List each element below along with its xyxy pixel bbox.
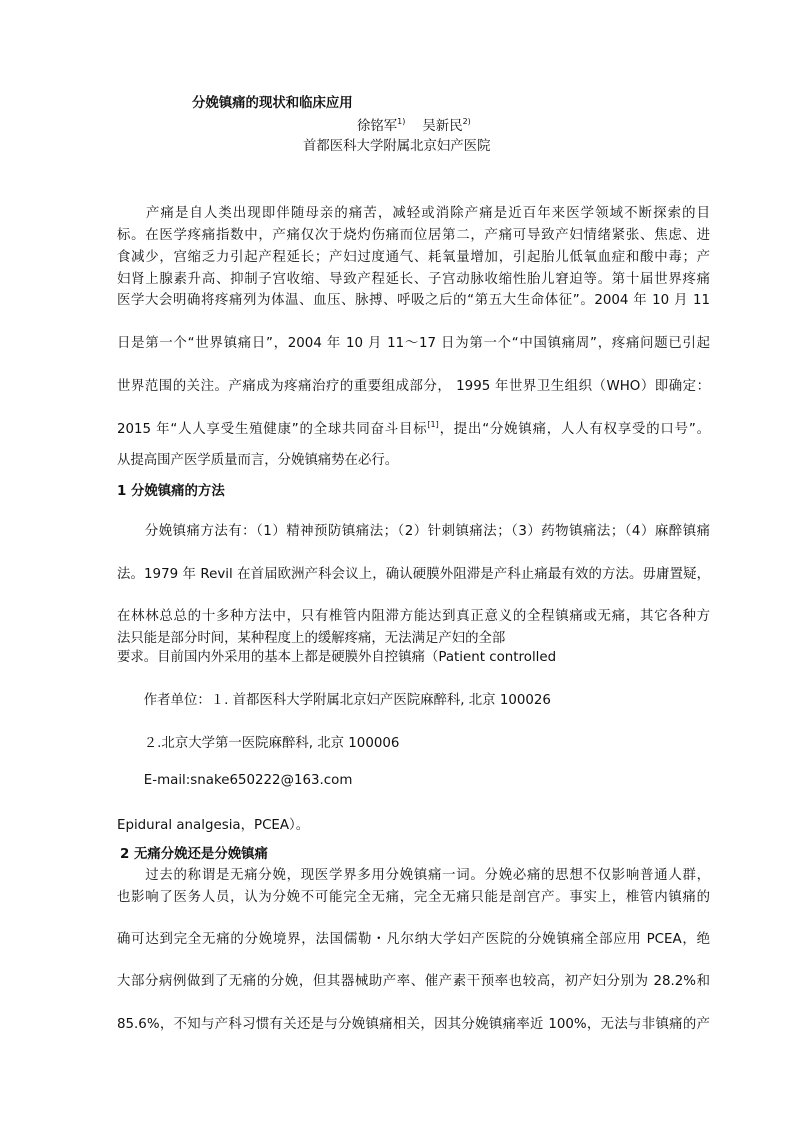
author-1: 徐铭军 [357, 119, 398, 134]
body-line: Epidural analgesia，PCEA）。 [117, 818, 310, 833]
body-line: 要求。目前国内外采用的基本上都是硬膜外自控镇痛（Patient controlled [117, 650, 557, 665]
footnote-unit-1: 作者单位：１. 首都医科大学附属北京妇产医院麻醉科, 北京 100026 [117, 693, 551, 708]
body-line: 标。在医学疼痛指数中，产痛仅次于烧灼伤痛而位居第二，产痛可导致产妇情绪紧张、焦虑、进 [117, 228, 710, 243]
body-line: 大部分病例做到了无痛的分娩，但其器械助产率、催产素干预率也较高，初产妇分别为 28.2%和 [117, 974, 710, 989]
author-2-note: 2) [462, 117, 471, 126]
body-line: 确可达到完全无痛的分娩境界，法国儒勒・凡尔纳大学妇产医院的分娩镇痛全部应用 PCEA，绝 [117, 932, 710, 947]
text: ，提出“分娩镇痛，人人有权享受的口号”。 [438, 422, 710, 437]
section-heading-1: 1 分娩镇痛的方法 [117, 484, 225, 499]
author-1-note: 1) [397, 117, 406, 126]
body-line: 分娩镇痛方法有：（1）精神预防镇痛法；（2）针刺镇痛法；（3）药物镇痛法；（4）麻醉镇痛 [117, 524, 710, 539]
document-title: 分娩镇痛的现状和临床应用 [192, 96, 353, 111]
body-line: 过去的称谓是无痛分娩，现医学界多用分娩镇痛一词。分娩必痛的思想不仅影响普通人群， [117, 868, 710, 883]
body-line: 法只能是部分时间，某种程度上的缓解疼痛，无法满足产妇的全部 [117, 631, 506, 646]
body-line: 法。1979 年 Revil 在首届欧洲产科会议上，确认硬膜外阻滞是产科止痛最有效的方法。毋庸置疑， [117, 567, 710, 582]
body-line: 食减少，宫缩乏力引起产程延长；产妇过度通气、耗氧量增加，引起胎儿低氧血症和酸中毒；产 [117, 250, 710, 265]
affiliation: 首都医科大学附属北京妇产医院 [303, 139, 491, 154]
citation-ref: [1] [427, 420, 439, 429]
text: 2015 年“人人享受生殖健康”的全球共同奋斗目标 [117, 422, 428, 437]
body-line: 产痛是自人类出现即伴随母亲的痛苦，减轻或消除产痛是近百年来医学领域不断探索的目 [117, 206, 710, 221]
author-2: 吴新民 [422, 119, 463, 134]
body-line: 妇肾上腺素升高、抑制子宫收缩、导致产程延长、子宫动脉收缩性胎儿窘迫等。第十届世界疼痛 [117, 272, 710, 287]
body-line: 日是第一个“世界镇痛日”，2004 年 10 月 11～17 日为第一个“中国镇痛周”，疼痛问题已引起 [117, 336, 710, 351]
body-line: 医学大会明确将疼痛列为体温、血压、脉搏、呼吸之后的“第五大生命体征”。2004 年 10 月 11 [117, 293, 710, 308]
section-heading-2: 2 无痛分娩还是分娩镇痛 [120, 847, 268, 862]
body-line: 85.6%，不知与产科习惯有关还是与分娩镇痛相关，因其分娩镇痛率近 100%，无法与非镇痛的产 [117, 1017, 710, 1032]
body-line: 在林林总总的十多种方法中，只有椎管内阻滞方能达到真正意义的全程镇痛或无痛，其它各种方 [117, 609, 710, 624]
body-line: 也影响了医务人员，认为分娩不可能完全无痛，完全无痛只能是剖宫产。事实上，椎管内镇痛的 [117, 890, 710, 905]
footnote-email: E-mail:snake650222@163.com [117, 773, 353, 788]
body-line: 从提高围产医学质量而言，分娩镇痛势在必行。 [117, 453, 399, 468]
body-line: 世界范围的关注。产痛成为疼痛治疗的重要组成部分， 1995 年世界卫生组织（WHO）即确定： [117, 379, 710, 394]
authors [357, 118, 793, 136]
body-line [117, 421, 710, 439]
footnote-unit-2: ２.北京大学第一医院麻醉科, 北京 100006 [117, 736, 400, 751]
